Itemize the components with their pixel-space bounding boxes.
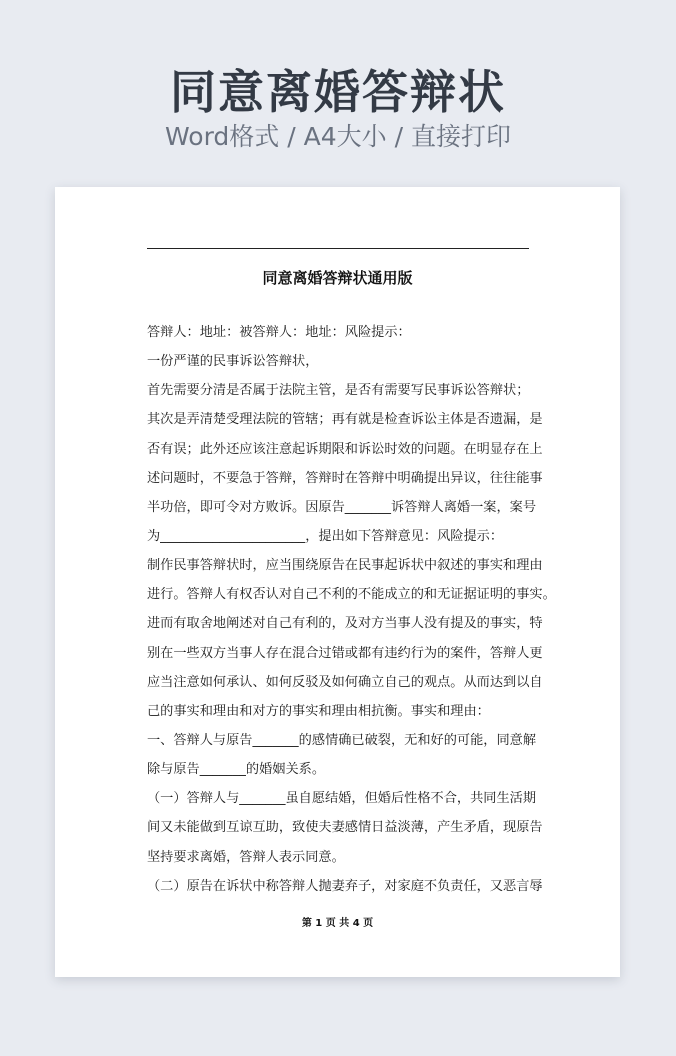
body-line: 制作民事答辩状时，应当围绕原告在民事起诉状中叙述的事实和理由 [147,558,543,574]
body-line: 其次是弄清楚受理法院的管辖；再有就是检查诉讼主体是否遗漏，是 [147,412,543,428]
document-title: 同意离婚答辩状通用版 [262,269,413,287]
body-line: 为______________________，提出如下答辩意见：风险提示： [147,528,504,544]
body-line: 进而有取舍地阐述对自己有利的，及对方当事人没有提及的事实，特 [147,616,543,632]
body-line: 一、答辩人与原告_______的感情确已破裂，无和好的可能，同意解 [147,732,537,748]
document-body [147,323,556,906]
body-line: 别在一些双方当事人存在混合过错或都有违约行为的案件，答辩人更 [147,645,543,661]
page-number-footer: 第 1 页 共 4 页 [301,918,374,929]
banner-title: 同意离婚答辩状 [170,65,506,119]
body-line: 间又未能做到互谅互助，致使夫妻感情日益淡薄，产生矛盾，现原告 [147,820,543,836]
banner-subtitle: Word格式 / A4大小 / 直接打印 [165,122,511,151]
header-rule [147,248,529,249]
body-line: （一）答辩人与_______虽自愿结婚，但婚后性格不合，共同生活期 [147,791,537,807]
body-line: 否有误；此外还应该注意起诉期限和诉讼时效的问题。在明显存在上 [147,441,543,457]
body-line: 首先需要分清是否属于法院主管，是否有需要写民事诉讼答辩状； [147,383,530,399]
body-line: 进行。答辩人有权否认对自己不利的不能成立的和无证据证明的事实。 [147,587,556,603]
body-line: 己的事实和理由和对方的事实和理由相抗衡。事实和理由： [147,703,490,719]
body-line: 述问题时，不要急于答辩，答辩时在答辩中明确提出异议，往往能事 [147,470,543,486]
body-line: 答辩人：地址：被答辩人：地址：风险提示： [147,325,411,340]
body-line: 除与原告_______的婚姻关系。 [147,762,326,778]
body-line: 一份严谨的民事诉讼答辩状， [147,354,319,370]
body-line: 坚持要求离婚，答辩人表示同意。 [147,849,345,865]
body-line: （二）原告在诉状中称答辩人抛妻弃子，对家庭不负责任，又恶言辱 [147,878,543,894]
body-line: 半功倍，即可令对方败诉。因原告_______诉答辩人离婚一案，案号 [147,499,537,515]
body-line: 应当注意如何承认、如何反驳及如何确立自己的观点。从而达到以自 [147,674,543,690]
document-page [55,187,620,977]
